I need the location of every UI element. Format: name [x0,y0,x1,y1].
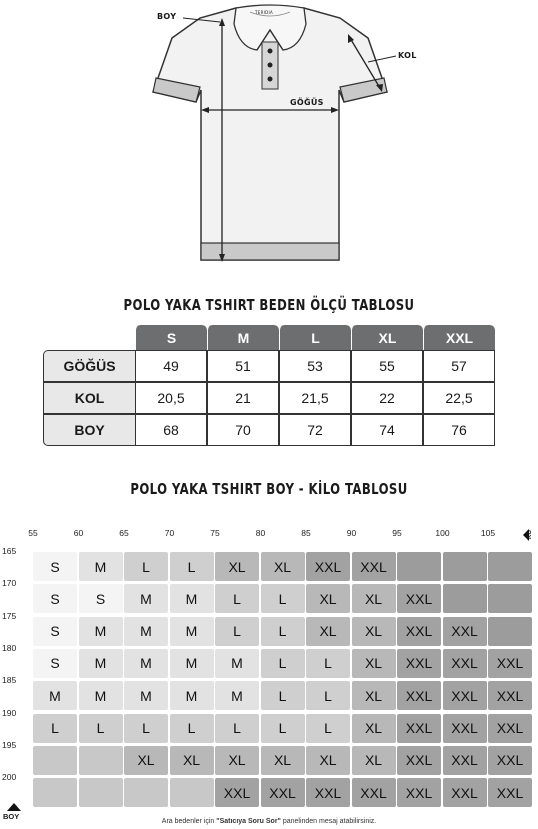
kg-tick-label: 70 [164,528,175,538]
grid-cell: M [79,552,123,581]
grid-cell [443,552,487,581]
grid-cell: L [261,649,305,678]
kg-tick-label: 100 [435,528,450,538]
kg-tick-label: 60 [73,528,84,538]
table-cell: 70 [207,414,279,446]
grid-cell: XL [261,552,305,581]
grid-cell: L [215,714,259,743]
table-cell: 74 [351,414,423,446]
grid-cell: XXL [397,681,441,710]
table-cell: 22,5 [423,382,495,414]
kg-tick-label: 105 [480,528,496,538]
table-cell: 20,5 [135,382,207,414]
gogus-dimension-label: GÖĞÜS [290,98,324,107]
grid-cell: XXL [488,714,532,743]
table-cell: 72 [279,414,351,446]
grid-cell: XXL [488,681,532,710]
row-label-boy: BOY [43,414,135,446]
grid-cell: S [33,649,77,678]
grid-cell: M [79,649,123,678]
grid-cell: XL [306,617,350,646]
grid-cell: M [170,649,214,678]
footnote-highlight: "Satıcıya Soru Sor" [216,818,281,825]
grid-cell: XXL [488,778,532,807]
grid-cell: XXL [215,778,259,807]
boy-kilo-title: POLO YAKA TSHIRT BOY - KİLO TABLOSU [130,480,408,498]
kol-dimension-label: KOL [398,51,417,60]
table-cell: 49 [135,350,207,382]
grid-cell: M [124,617,168,646]
grid-cell: XL [352,649,396,678]
kg-tick-label: 75 [210,528,220,538]
kg-tick-label: 95 [392,528,402,538]
boy-tick-label: 185 [2,675,17,686]
kg-axis-badge [521,527,533,543]
grid-cell: XXL [443,778,487,807]
grid-cell: XXL [443,714,487,743]
grid-cell: XXL [306,778,350,807]
table-row [43,382,495,414]
grid-cell: XXL [443,649,487,678]
grid-cell: M [33,681,77,710]
table-row [43,350,495,382]
table-cell: 53 [279,350,351,382]
grid-cell: L [79,714,123,743]
boy-tick-label: 170 [2,578,17,589]
grid-cell: XXL [443,617,487,646]
grid-cell [124,778,168,807]
grid-cell [33,746,77,775]
size-measurement-table [43,325,495,446]
grid-cell: L [306,714,350,743]
grid-cell: XXL [443,681,487,710]
grid-cell: XXL [397,617,441,646]
footnote-text-post: panelinden mesaj atabilirsiniz. [280,818,377,825]
grid-cell: XL [170,746,214,775]
grid-cell: XL [306,746,350,775]
grid-cell: M [124,681,168,710]
kg-tick-label: 55 [28,528,38,538]
grid-cell: L [261,714,305,743]
grid-cell [170,778,214,807]
grid-cell [33,778,77,807]
grid-cell: M [79,681,123,710]
grid-cell: XL [352,584,396,613]
grid-cell [488,584,532,613]
grid-cell [79,746,123,775]
boy-tick-label: 190 [2,707,17,718]
size-header-s: S [135,325,207,350]
grid-cell: L [261,584,305,613]
grid-cell [488,617,532,646]
grid-cell [488,552,532,581]
grid-cell: L [306,649,350,678]
boy-axis-label: BOY [3,812,20,821]
footnote [0,818,538,825]
boy-kilo-grid [0,525,538,825]
size-header-l: L [279,325,351,350]
header-empty-cell [43,325,135,350]
table-cell: 57 [423,350,495,382]
kg-tick-label: 65 [119,528,129,538]
grid-cell: XL [352,617,396,646]
grid-cell: XXL [397,584,441,613]
grid-cell: L [261,681,305,710]
grid-cell: XXL [443,746,487,775]
grid-cell: XXL [352,552,396,581]
table-cell: 55 [351,350,423,382]
grid-cell: XXL [306,552,350,581]
grid-cell: M [215,681,259,710]
grid-cell: L [33,714,77,743]
grid-cell: L [124,714,168,743]
kg-tick-label: 90 [346,528,357,538]
footnote-text-pre: Ara bedenler için [161,818,217,825]
boy-tick-label: 165 [2,546,17,556]
grid-cell: XXL [397,649,441,678]
brand-logo: TERIDIA [255,10,274,15]
grid-cell: XL [215,552,259,581]
size-header-m: M [207,325,279,350]
table-cell: 21 [207,382,279,414]
grid-cell: M [215,649,259,678]
grid-cell: M [170,584,214,613]
grid-cell: XL [306,584,350,613]
grid-cell: M [170,681,214,710]
table-cell: 22 [351,382,423,414]
grid-cell: S [33,617,77,646]
grid-cell: S [33,584,77,613]
grid-cell: XXL [352,778,396,807]
grid-cell: L [170,552,214,581]
grid-cell: M [170,617,214,646]
kg-axis-label: KG [527,530,533,539]
grid-cell [397,552,441,581]
grid-cell: XXL [397,778,441,807]
size-header-xl: XL [351,325,423,350]
grid-cell: L [124,552,168,581]
boy-tick-label: 200 [2,772,17,783]
grid-cell: M [124,584,168,613]
table-cell: 21,5 [279,382,351,414]
grid-cell [443,584,487,613]
boy-tick-label: 175 [2,610,17,621]
grid-cell: M [124,649,168,678]
grid-cell: XL [352,746,396,775]
grid-cell: XXL [397,746,441,775]
grid-cell: XL [215,746,259,775]
grid-cell: L [306,681,350,710]
grid-cell: M [79,617,123,646]
grid-cell: XL [352,714,396,743]
kg-tick-label: 80 [255,528,266,538]
table-cell: 76 [423,414,495,446]
grid-cell: XXL [488,649,532,678]
boy-tick-label: 180 [2,642,17,653]
grid-cell: L [170,714,214,743]
grid-cell: XL [261,746,305,775]
size-header-xxl: XXL [423,325,495,350]
size-header-row [43,325,495,350]
boy-arrow-icon [6,803,22,811]
grid-cell: S [79,584,123,613]
shirt-diagram [0,0,538,275]
grid-cell: L [215,617,259,646]
boy-tick-label: 195 [2,739,17,750]
grid-cell: L [261,617,305,646]
grid-cell: XL [352,681,396,710]
table-row [43,414,495,446]
table-cell: 68 [135,414,207,446]
grid-cell: L [215,584,259,613]
grid-cell: XXL [261,778,305,807]
boy-dimension-label: BOY [157,12,177,21]
grid-cell [79,778,123,807]
grid-cell: XXL [488,746,532,775]
polo-shirt-illustration [0,0,538,275]
row-label-kol: KOL [43,382,135,414]
grid-cell: XXL [397,714,441,743]
table-cell: 51 [207,350,279,382]
size-table-title: POLO YAKA TSHIRT BEDEN ÖLÇÜ TABLOSU [123,296,415,314]
row-label-gogus: GÖĞÜS [43,350,135,382]
kg-tick-label: 85 [301,528,311,538]
grid-cell: XL [124,746,168,775]
grid-cell: S [33,552,77,581]
